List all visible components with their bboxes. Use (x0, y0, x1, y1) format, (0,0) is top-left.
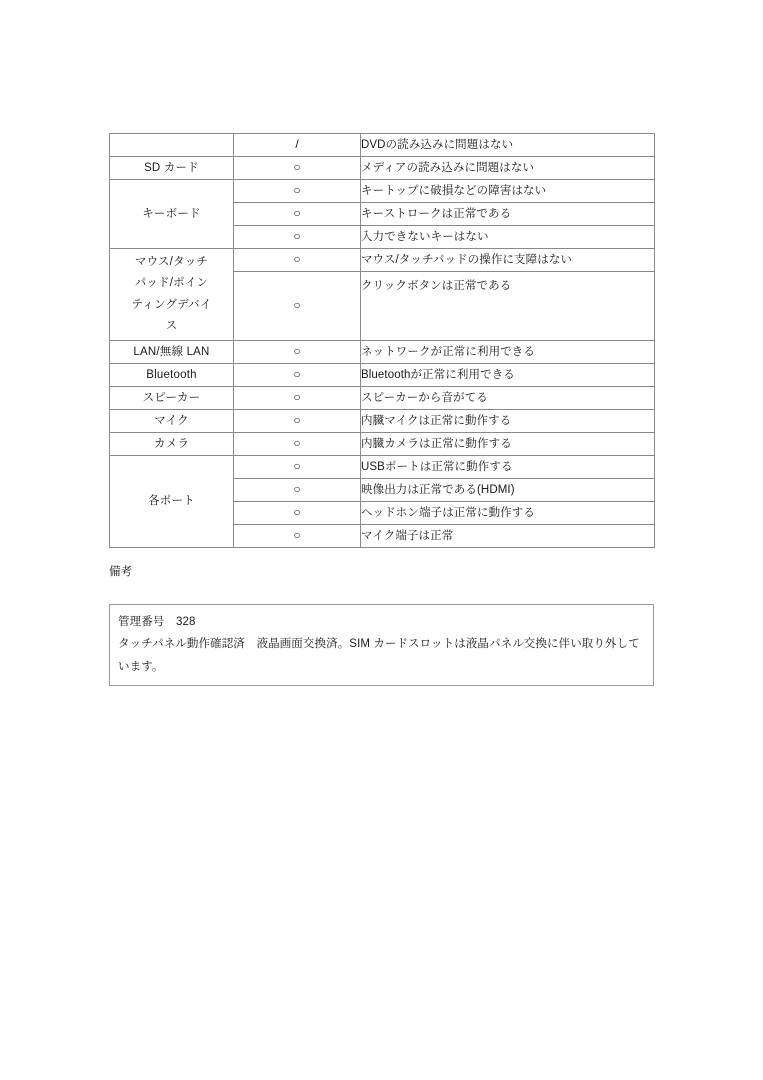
row-mark (234, 226, 361, 249)
circle-ok-icon: ○ (293, 183, 301, 198)
row-mark (234, 364, 361, 387)
row-mark (234, 479, 361, 502)
row-item-label-ports: 各ポート (110, 456, 234, 548)
table-row (110, 249, 655, 272)
table-row (110, 341, 655, 364)
row-description: Bluetoothが正常に利用できる (361, 364, 655, 387)
remarks-box (109, 604, 654, 686)
table-row (110, 387, 655, 410)
table-row (110, 410, 655, 433)
row-mark (234, 180, 361, 203)
circle-ok-icon: ○ (293, 390, 301, 405)
circle-ok-icon: ○ (293, 252, 301, 267)
circle-ok-icon: ○ (293, 298, 301, 313)
row-mark (234, 387, 361, 410)
row-mark (234, 502, 361, 525)
circle-ok-icon: ○ (293, 206, 301, 221)
row-description: 入力できないキーはない (361, 226, 655, 249)
row-mark (234, 157, 361, 180)
table-row (110, 157, 655, 180)
row-item-label: LAN/無線 LAN (110, 341, 234, 364)
circle-ok-icon: ○ (293, 528, 301, 543)
row-mark (234, 272, 361, 341)
row-description: 内臓カメラは正常に動作する (361, 433, 655, 456)
row-item-label-pointing-device (110, 249, 234, 341)
row-description: 映像出力は正常である(HDMI) (361, 479, 655, 502)
row-item-label: マイク (110, 410, 234, 433)
remarks-note-text: タッチパネル動作確認済 液晶画面交換済。SIM カードスロットは液晶パネル交換に伴い取り外しています。 (118, 638, 640, 673)
circle-ok-icon: ○ (293, 367, 301, 382)
table-row (110, 456, 655, 479)
row-description: ネットワークが正常に利用できる (361, 341, 655, 364)
row-mark (234, 410, 361, 433)
row-mark (234, 203, 361, 226)
circle-ok-icon: ○ (293, 413, 301, 428)
row-description: マイク端子は正常 (361, 525, 655, 548)
row-description: キートップに破損などの障害はない (361, 180, 655, 203)
row-mark (234, 249, 361, 272)
row-item-label: カメラ (110, 433, 234, 456)
row-item-label-keyboard: キーボード (110, 180, 234, 249)
inspection-check-table (109, 133, 655, 548)
table-row (110, 433, 655, 456)
row-description: DVDの読み込みに問題はない (361, 134, 655, 157)
remarks-label: 備考 (109, 566, 133, 578)
table-row (110, 364, 655, 387)
remarks-management-number: 管理番号 328 (118, 616, 196, 628)
check-table-body (110, 134, 655, 548)
row-description: スピーカーから音がてる (361, 387, 655, 410)
table-row (110, 134, 655, 157)
row-description: メディアの読み込みに問題はない (361, 157, 655, 180)
row-item-label (110, 134, 234, 157)
item-line: ティングデバイ (131, 298, 212, 311)
row-description: キーストロークは正常である (361, 203, 655, 226)
circle-ok-icon: ○ (293, 505, 301, 520)
item-line: パッド/ポイン (134, 277, 209, 290)
row-mark (234, 341, 361, 364)
circle-ok-icon: ○ (293, 482, 301, 497)
circle-ok-icon: ○ (293, 436, 301, 451)
row-description: USBポートは正常に動作する (361, 456, 655, 479)
circle-ok-icon: ○ (293, 229, 301, 244)
row-mark (234, 525, 361, 548)
row-item-label: Bluetooth (110, 364, 234, 387)
row-mark (234, 456, 361, 479)
row-item-label: スピーカー (110, 387, 234, 410)
slash-mark-icon: / (295, 137, 299, 152)
row-description: 内臓マイクは正常に動作する (361, 410, 655, 433)
circle-ok-icon: ○ (293, 344, 301, 359)
table-row (110, 180, 655, 203)
circle-ok-icon: ○ (293, 160, 301, 175)
row-description: ヘッドホン端子は正常に動作する (361, 502, 655, 525)
row-description: マウス/タッチパッドの操作に支障はない (361, 249, 655, 272)
row-mark (234, 433, 361, 456)
row-description: クリックボタンは正常である (361, 272, 655, 341)
item-line: マウス/タッチ (134, 255, 209, 268)
row-mark (234, 134, 361, 157)
item-line: ス (165, 319, 178, 332)
row-item-label: SD カード (110, 157, 234, 180)
circle-ok-icon: ○ (293, 459, 301, 474)
